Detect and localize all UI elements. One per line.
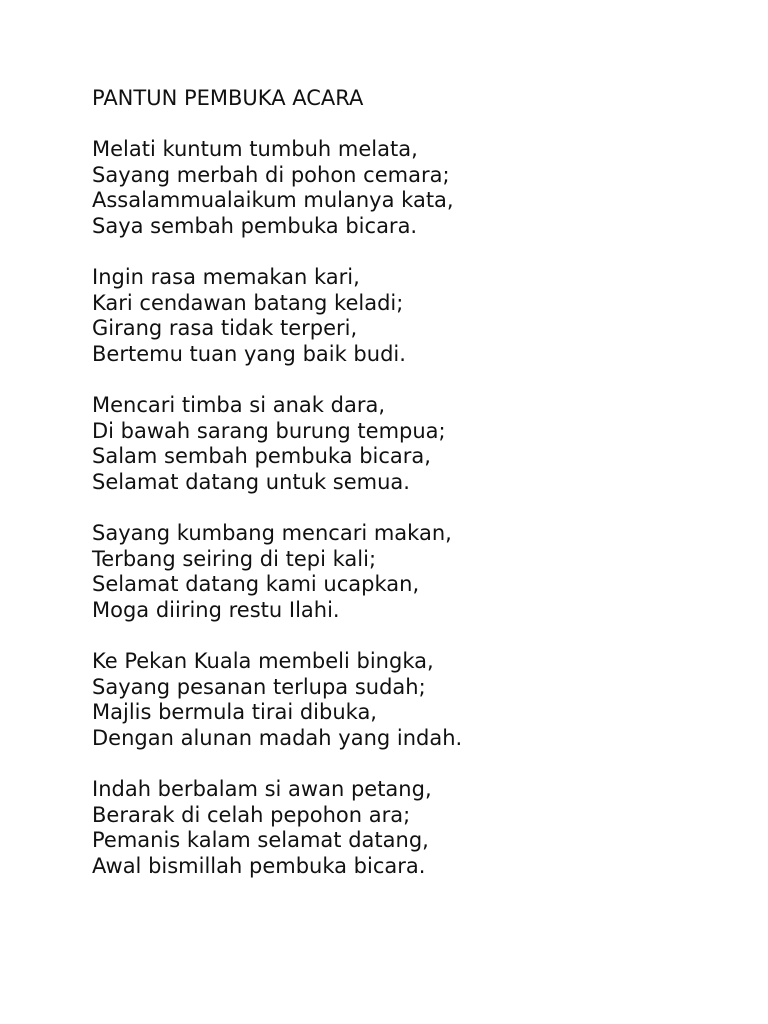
stanza-4: [92, 521, 732, 623]
blank-line: [92, 623, 732, 649]
stanza-5: [92, 649, 732, 751]
verse-line: Ke Pekan Kuala membeli bingka,: [92, 649, 434, 674]
verse-line: Pemanis kalam selamat datang,: [92, 828, 429, 853]
verse-line: Mencari timba si anak dara,: [92, 393, 386, 418]
verse-line: Ingin rasa memakan kari,: [92, 265, 360, 290]
verse-line: Sayang kumbang mencari makan,: [92, 521, 452, 546]
stanza-1: [92, 137, 732, 239]
poem-body: [92, 86, 732, 879]
stanza-3: [92, 393, 732, 495]
blank-line: [92, 751, 732, 777]
verse-line: Awal bismillah pembuka bicara.: [92, 853, 426, 878]
stanza-6: [92, 777, 732, 879]
verse-line: Selamat datang kami ucapkan,: [92, 572, 420, 597]
verse-line: Kari cendawan batang keladi;: [92, 290, 404, 315]
verse-line: Dengan alunan madah yang indah.: [92, 725, 463, 750]
blank-line: [92, 496, 732, 522]
verse-line: Indah berbalam si awan petang,: [92, 777, 432, 802]
verse-line: Girang rasa tidak terperi,: [92, 316, 358, 341]
verse-line: Sayang merbah di pohon cemara;: [92, 162, 450, 187]
verse-line: Selamat datang untuk semua.: [92, 469, 410, 494]
document-title: PANTUN PEMBUKA ACARA: [92, 86, 364, 110]
verse-line: Salam sembah pembuka bicara,: [92, 444, 431, 469]
verse-line: Majlis bermula tirai dibuka,: [92, 700, 377, 725]
verse-line: Saya sembah pembuka bicara.: [92, 213, 418, 238]
verse-line: Terbang seiring di tepi kali;: [92, 546, 377, 571]
verse-line: Berarak di celah pepohon ara;: [92, 802, 411, 827]
verse-line: Bertemu tuan yang baik budi.: [92, 341, 406, 366]
blank-line: [92, 240, 732, 266]
verse-line: Di bawah sarang burung tempua;: [92, 418, 446, 443]
verse-line: Moga diiring restu Ilahi.: [92, 597, 340, 622]
stanza-2: [92, 265, 732, 367]
blank-line: [92, 368, 732, 394]
verse-line: Melati kuntum tumbuh melata,: [92, 137, 418, 162]
blank-line: [92, 112, 732, 138]
verse-line: Assalammualaikum mulanya kata,: [92, 188, 454, 213]
verse-line: Sayang pesanan terlupa sudah;: [92, 674, 426, 699]
